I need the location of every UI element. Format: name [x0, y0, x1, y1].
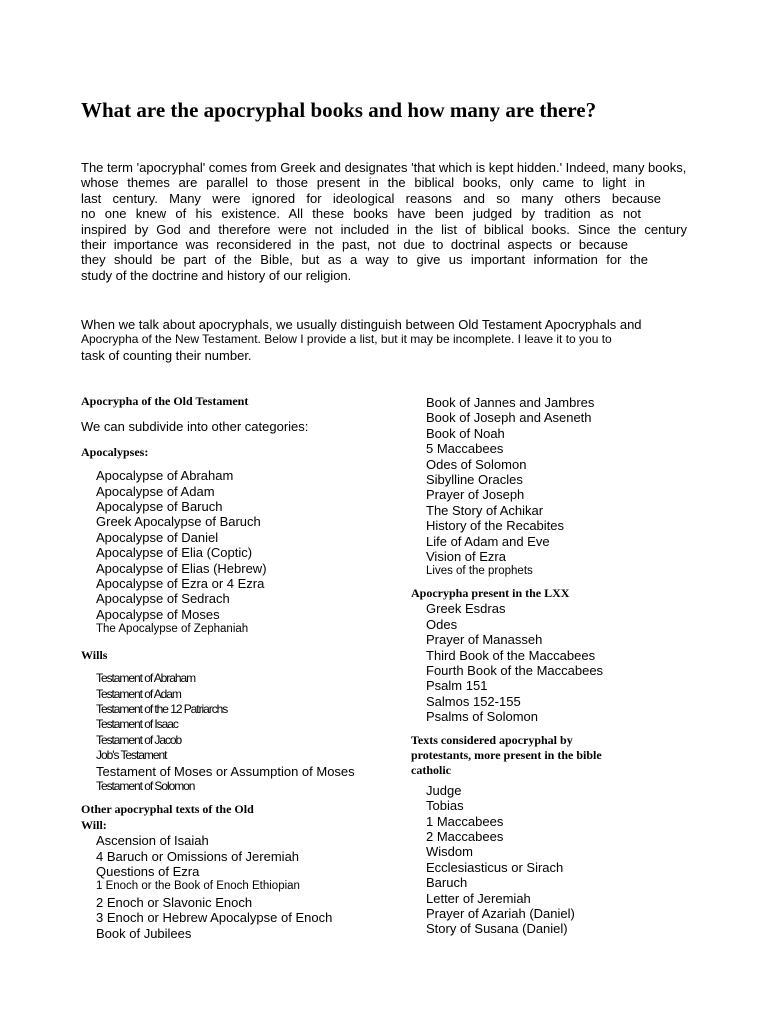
intro-line: study of the doctrine and history of our religion. [81, 267, 352, 283]
list-item: Vision of Ezra [426, 549, 506, 565]
right-column [411, 395, 741, 937]
intro-line: whose themes are parallel to those present in the biblical books, only came to light in [81, 175, 645, 191]
left-column [81, 394, 381, 941]
list-item: Testament of Solomon [96, 778, 195, 793]
list-item: Odes of Solomon [426, 456, 527, 472]
list-item: Greek Apocalypse of Baruch [96, 514, 261, 530]
list-item: Baruch [426, 875, 468, 891]
list-item: 1 Maccabees [426, 813, 504, 829]
list-item: Apocalypse of Elias (Hebrew) [96, 560, 267, 576]
intro-paragraph [81, 160, 709, 283]
list-item: Story of Susana (Daniel) [426, 921, 568, 937]
list-item: 3 Enoch or Hebrew Apocalypse of Enoch [96, 910, 333, 926]
list-item: Apocalypse of Sedrach [96, 591, 230, 607]
paragraph-line: Apocrypha of the New Testament. Below I provide a list, but it may be incomplete. I leave it to you to [81, 332, 612, 347]
list-item: Lives of the prophets [426, 565, 533, 578]
page-title: What are the apocryphal books and how many are there? [81, 98, 597, 122]
second-paragraph [81, 317, 699, 363]
list-item: Testament of Moses or Assumption of Moses [96, 763, 355, 779]
apocalypses-heading: Apocalypses: [81, 444, 149, 459]
list-item: Psalms of Solomon [426, 709, 538, 725]
list-item: Ascension of Isaiah [96, 833, 209, 849]
list-item: Salmos 152-155 [426, 693, 521, 709]
protestant-heading: Texts considered apocryphal by [411, 732, 573, 747]
list-item: Apocalypse of Moses [96, 606, 220, 622]
list-item: Wisdom [426, 844, 473, 860]
intro-line: inspired by God and therefore were not included in the list of biblical books. Since the century [81, 221, 687, 237]
list-item: Greek Esdras [426, 601, 506, 617]
other-texts-heading: Other apocryphal texts of the Old [81, 802, 254, 817]
list-item: Psalm 151 [426, 678, 488, 694]
list-item: Testament of Adam [96, 686, 181, 701]
list-item: Testament of the 12 Patriarchs [96, 701, 228, 716]
list-item: 4 Baruch or Omissions of Jeremiah [96, 848, 300, 864]
list-item: Apocalypse of Abraham [96, 468, 234, 484]
list-item: Judge [426, 782, 462, 798]
paragraph-line: When we talk about apocryphals, we usually distinguish between Old Testament Apocryphals and [81, 317, 642, 332]
list-item: Job's Testament [96, 748, 167, 763]
list-item: Testament of Isaac [96, 717, 178, 732]
list-item: Prayer of Joseph [426, 487, 525, 503]
list-item: The Apocalypse of Zephaniah [96, 623, 249, 636]
list-item: Apocalypse of Adam [96, 483, 215, 499]
list-item: Tobias [426, 798, 464, 814]
list-item: Fourth Book of the Maccabees [426, 662, 604, 678]
intro-line: their importance was reconsidered in the past, not due to doctrinal aspects or because [81, 237, 628, 253]
intro-line: they should be part of the Bible, but as a way to give us important information for the [81, 252, 648, 268]
list-item: Ecclesiasticus or Sirach [426, 859, 564, 875]
intro-line: no one knew of his existence. All these books have been judged by tradition as not [81, 206, 641, 222]
list-item: Book of Jannes and Jambres [426, 395, 595, 410]
list-item: Book of Joseph and Aseneth [426, 410, 592, 426]
list-item: Apocalypse of Elia (Coptic) [96, 545, 253, 561]
list-item: Testament of Jacob [96, 732, 182, 747]
lxx-heading: Apocrypha present in the LXX [411, 585, 570, 600]
list-item: Questions of Ezra [96, 863, 200, 879]
list-item: 1 Enoch or the Book of Enoch Ethiopian [96, 880, 300, 893]
paragraph-line: task of counting their number. [81, 347, 252, 363]
list-item: Prayer of Azariah (Daniel) [426, 906, 575, 921]
list-item: 2 Maccabees [426, 828, 504, 844]
list-item: Apocalypse of Baruch [96, 499, 223, 515]
intro-line: last century. Many were ignored for ideological reasons and so many others because [81, 190, 661, 206]
list-item: Life of Adam and Eve [426, 533, 550, 549]
list-item: Sibylline Oracles [426, 472, 523, 488]
protestant-heading: catholic [411, 763, 451, 778]
other-texts-heading: Will: [81, 817, 107, 832]
list-item: Third Book of the Maccabees [426, 647, 596, 663]
list-item: 2 Enoch or Slavonic Enoch [96, 894, 253, 910]
list-item: Testament of Abraham [96, 671, 196, 686]
list-item: Odes [426, 616, 458, 632]
list-item: The Story of Achikar [426, 502, 544, 518]
wills-heading: Wills [81, 647, 108, 662]
list-item: Apocalypse of Daniel [96, 529, 219, 545]
list-item: Letter of Jeremiah [426, 890, 531, 906]
list-item: Apocalypse of Ezra or 4 Ezra [96, 576, 265, 592]
protestant-heading: protestants, more present in the bible [411, 747, 602, 762]
list-item: Prayer of Manasseh [426, 632, 543, 648]
list-item: History of the Recabites [426, 518, 565, 534]
intro-line: The term 'apocryphal' comes from Greek and designates 'that which is kept hidden.' Indeed, many books, [81, 160, 687, 175]
list-item: Book of Jubilees [96, 925, 192, 941]
old-testament-heading: Apocrypha of the Old Testament [81, 394, 249, 408]
subdivide-text: We can subdivide into other categories: [81, 419, 309, 435]
list-item: 5 Maccabees [426, 441, 504, 457]
list-item: Book of Noah [426, 425, 505, 441]
